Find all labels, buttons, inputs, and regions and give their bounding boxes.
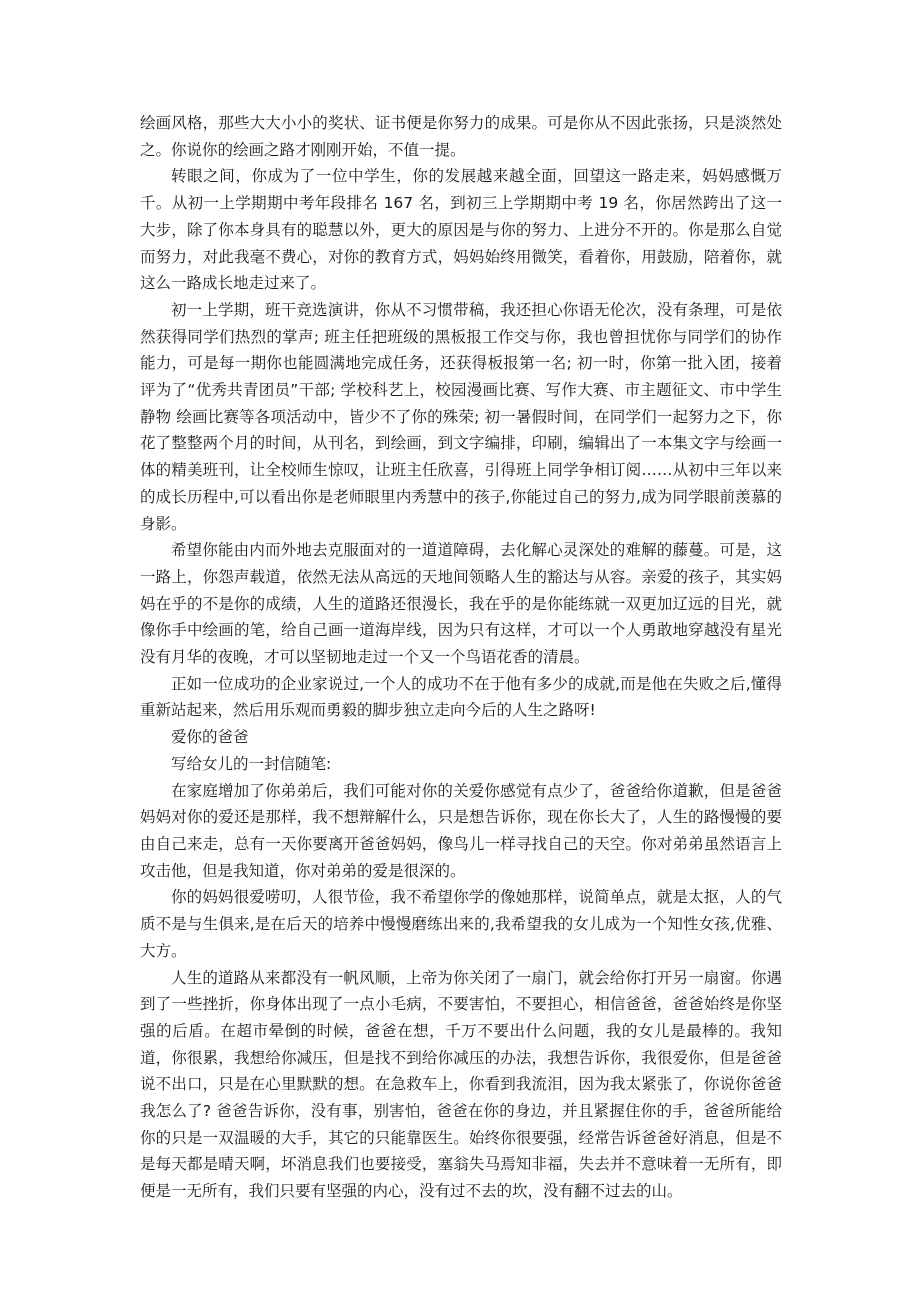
signature-line: 爱你的爸爸 [171, 728, 249, 747]
paragraph-success-quote: 正如一位成功的企业家说过,一个人的成功不在于他有多少的成就,而是他在失败之后,懂得重新站起来，然后用乐观而勇毅的脚步独立走向今后的人生之路呀! [140, 674, 782, 720]
paragraph-achievements: 初一上学期，班干竞选演讲，你从不习惯带稿，我还担心你语无伦次，没有条理，可是依然获得同学们热烈的掌声; 班主任把班级的黑板报工作交与你，我也曾担忧你与同学们的协作能力，可是每一期你也能圆满地完成任务，还获得板报第一名; 初一时，你第一批入团，接着评为了“优秀共青团员”干部; 学校科艺上，校园漫画比赛、写作大赛、市主题征文、市中学生静物 绘画比赛等各项活动中，皆少不了你的殊荣; 初一暑假时间，在同学们一起努力之下，你花了整整两个月的时间，从刊名，到绘画，到文字编排，印刷，编辑出了一本集文字与绘画一体的精美班刊，让全校师生惊叹，让班主任欣喜，引得班上同学争相订阅……从初中三年以来的成长历程中,可以看出你是老师眼里内秀慧中的孩子,你能过自己的努力,成为同学眼前羡慕的身影。 [140, 300, 782, 533]
paragraph-brother: 在家庭增加了你弟弟后，我们可能对你的关爱你感觉有点少了，爸爸给你道歉，但是爸爸妈妈对你的爱还是那样，我不想辩解什么，只是想告诉你，现在你长大了，人生的路慢慢的要由自己来走，总有一天你要离开爸爸妈妈，像鸟儿一样寻找自己的天空。你对弟弟虽然语言上攻击他，但是我知道，你对弟弟的爱是很深的。 [140, 781, 782, 880]
paragraph-hopes: 希望你能由内而外地去克服面对的一道道障碍，去化解心灵深处的难解的藤蔓。可是，这一路上，你怨声载道，依然无法从高远的天地间领略人生的豁达与从容。亲爱的孩子，其实妈妈在乎的不是你的成绩，人生的道路还很漫长，我在乎的是你能练就一双更加辽远的目光，就像你手中绘画的笔，给自己画一道海岸线，因为只有这样，才可以一个人勇敢地穿越没有星光没有月华的夜晚，才可以坚韧地走过一个又一个鸟语花香的清晨。 [140, 541, 782, 667]
paragraph-mother: 你的妈妈很爱唠叨，人很节俭，我不希望你学的像她那样，说简单点，就是太抠，人的气质不是与生俱来,是在后天的培养中慢慢磨练出来的,我希望我的女儿成为一个知性女孩,优雅、大方。 [140, 888, 782, 960]
paragraph-middle-school: 转眼之间，你成为了一位中学生，你的发展越来越全面，回望这一路走来，妈妈感慨万千。从初一上学期期中考年段排名 167 名，到初三上学期期中考 19 名，你居然跨出了这一大步，除了你本身具有的聪慧以外，更大的原因是与你的努力、上进分不开的。你是那么自觉而努力，对此我毫不费心，对你的教育方式，妈妈始终用微笑，看着你，用鼓励，陪着你，就这么一路成长地走过来了。 [140, 167, 782, 293]
document-body [140, 110, 782, 1205]
paragraph-continued: 绘画风格，那些大大小小的奖状、证书便是你努力的成果。可是你从不因此张扬，只是淡然处之。你说你的绘画之路才刚刚开始，不值一提。 [140, 114, 782, 159]
letter-title: 写给女儿的一封信随笔: [171, 754, 332, 773]
paragraph-life-road: 人生的道路从来都没有一帆风顺，上帝为你关闭了一扇门，就会给你打开另一扇窗。你遇到了一些挫折，你身体出现了一点小毛病，不要害怕，不要担心，相信爸爸，爸爸始终是你坚强的后盾。在超市晕倒的时候，爸爸在想，千万不要出什么问题，我的女儿是最棒的。我知道，你很累，我想给你减压，但是找不到给你减压的办法，我想告诉你，我很爱你，但是爸爸说不出口，只是在心里默默的想。在急救车上，你看到我流泪，因为我太紧张了，你说你爸爸我怎么了? 爸爸告诉你，没有事，别害怕，爸爸在你的身边，并且紧握住你的手，爸爸所能给你的只是一双温暖的大手，其它的只能靠医生。始终你很要强，经常告诉爸爸好消息，但是不是每天都是晴天啊，坏消息我们也要接受，塞翁失马焉知非福，失去并不意味着一无所有，即便是一无所有，我们只要有坚强的内心，没有过不去的坎，没有翻不过去的山。 [140, 968, 782, 1201]
